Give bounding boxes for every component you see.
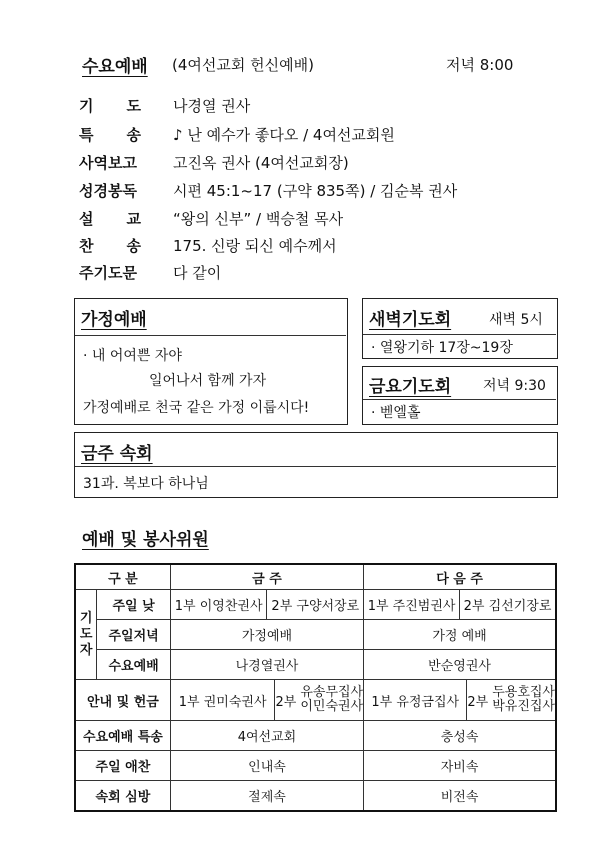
order-value: 다 같이: [173, 263, 222, 282]
order-label: 기 도: [79, 96, 141, 115]
this-week-cell: 인내속: [170, 751, 363, 781]
dawn-prayer-title: 새벽기도회: [369, 310, 452, 330]
wednesday-title: 수요예배: [82, 57, 148, 77]
this-week-second: 2부 구양서장로: [266, 590, 363, 619]
order-row-prayer: [79, 93, 251, 117]
family-worship-line-1: · 내 어여쁜 자야: [83, 348, 182, 364]
row-label: 속회 심방: [75, 781, 170, 812]
wednesday-subtitle: (4여선교회 헌신예배): [172, 56, 314, 74]
header-next-week: 다 음 주: [364, 564, 556, 590]
next-week-first: 1부 유정금집사: [371, 694, 460, 710]
part-prefix: 2부: [467, 694, 489, 710]
weekly-meeting-box: [74, 432, 558, 498]
order-label: 사역보고: [79, 153, 137, 172]
names-stack: [492, 686, 555, 714]
next-week-second: 2부 김선기장로: [459, 590, 555, 619]
table-row: [75, 620, 556, 650]
names-stack: [300, 686, 363, 714]
next-week-cell: [364, 590, 556, 620]
order-value: 나경열 권사: [173, 96, 251, 115]
order-value: 175. 신랑 되신 예수께서: [173, 236, 337, 255]
order-row-ministry-report: [79, 150, 349, 174]
header-category: 구 분: [75, 564, 170, 590]
family-worship-box: [74, 298, 348, 425]
this-week-first: 1부 권미숙권사: [178, 694, 267, 710]
table-row: [75, 751, 556, 781]
order-value: 고진옥 권사 (4여선교회장): [173, 153, 349, 172]
table-row: [75, 590, 556, 620]
next-week-cell: 충성속: [364, 721, 556, 751]
divider: [75, 466, 556, 467]
divider: [75, 335, 346, 336]
row-label: 주일 애찬: [75, 751, 170, 781]
order-label: 성경봉독: [79, 181, 137, 200]
friday-prayer-title: 금요기도회: [369, 377, 452, 397]
row-label: 안내 및 헌금: [75, 680, 170, 721]
table-row: [75, 650, 556, 680]
table-row-usher: [75, 680, 556, 721]
next-week-cell: [364, 680, 556, 721]
table-row: [75, 721, 556, 751]
order-row-special-song: [79, 122, 395, 146]
dawn-prayer-box: [362, 298, 558, 359]
this-week-second: [274, 680, 363, 720]
order-label: 찬 송: [79, 236, 141, 255]
order-label: 특 송: [79, 125, 141, 144]
friday-prayer-line: · 벧엘홀: [371, 405, 421, 421]
row-label: 수요예배 특송: [75, 721, 170, 751]
order-row-lords-prayer: [79, 260, 222, 284]
order-value: 시편 45:1~17 (구약 835쪽) / 김순복 권사: [173, 181, 458, 200]
family-worship-line-3: 가정예배로 천국 같은 가정 이룹시다!: [83, 400, 310, 416]
next-week-cell: 비전속: [364, 781, 556, 812]
prayer-group-label: 기 도 자: [75, 590, 97, 680]
dawn-prayer-line: · 열왕기하 17장~19장: [371, 340, 513, 356]
name: 이민숙권사: [300, 699, 364, 714]
row-label: 수요예배: [97, 650, 171, 680]
this-week-cell: [170, 590, 363, 620]
this-week-cell: 4여선교회: [170, 721, 363, 751]
row-label: 주일 낮: [97, 590, 171, 620]
this-week-first: 1부 이영찬권사: [174, 599, 263, 614]
divider: [363, 334, 556, 335]
order-label: 설 교: [79, 209, 141, 228]
sermon-text: “왕의 신부” / 백승철 목사: [173, 209, 344, 228]
wednesday-time: 저녁 8:00: [446, 56, 514, 74]
next-week-cell: 반순영권사: [364, 650, 556, 680]
order-row-hymn: [79, 233, 337, 257]
order-label: 주기도문: [79, 263, 137, 282]
name: 박유진집사: [492, 699, 555, 714]
next-week-cell: 가정 예배: [364, 620, 556, 650]
this-week-cell: [170, 680, 363, 721]
weekly-meeting-line: 31과. 복보다 하나님: [83, 476, 209, 492]
table-header-row: [75, 564, 556, 590]
table-row: [75, 781, 556, 812]
next-week-first: 1부 주진범권사: [367, 599, 456, 614]
next-week-cell: 자비속: [364, 751, 556, 781]
row-label: 주일저녁: [97, 620, 171, 650]
this-week-cell: 나경열권사: [170, 650, 363, 680]
weekly-meeting-title: 금주 속회: [81, 444, 153, 464]
order-row-scripture: [79, 178, 458, 202]
friday-prayer-time: 저녁 9:30: [483, 378, 546, 394]
order-value: ♪ 난 예수가 좋다오 / 4여선교회원: [173, 125, 395, 144]
friday-prayer-box: [362, 366, 558, 425]
duty-table: [74, 563, 557, 812]
name: 두용호집사: [492, 685, 555, 700]
next-week-second: [466, 680, 555, 720]
order-row-sermon: [79, 206, 344, 230]
this-week-cell: 절제속: [170, 781, 363, 812]
name: 유송무집사: [300, 685, 364, 700]
header-this-week: 금 주: [170, 564, 363, 590]
duty-section-title: 예배 및 봉사위원: [82, 530, 209, 550]
part-prefix: 2부: [275, 694, 297, 710]
family-worship-line-2: 일어나서 함께 가자: [149, 373, 267, 389]
order-value: [173, 208, 343, 229]
family-worship-title: 가정예배: [81, 310, 147, 330]
dawn-prayer-time: 새벽 5시: [489, 312, 543, 328]
this-week-cell: 가정예배: [170, 620, 363, 650]
divider: [363, 399, 556, 400]
